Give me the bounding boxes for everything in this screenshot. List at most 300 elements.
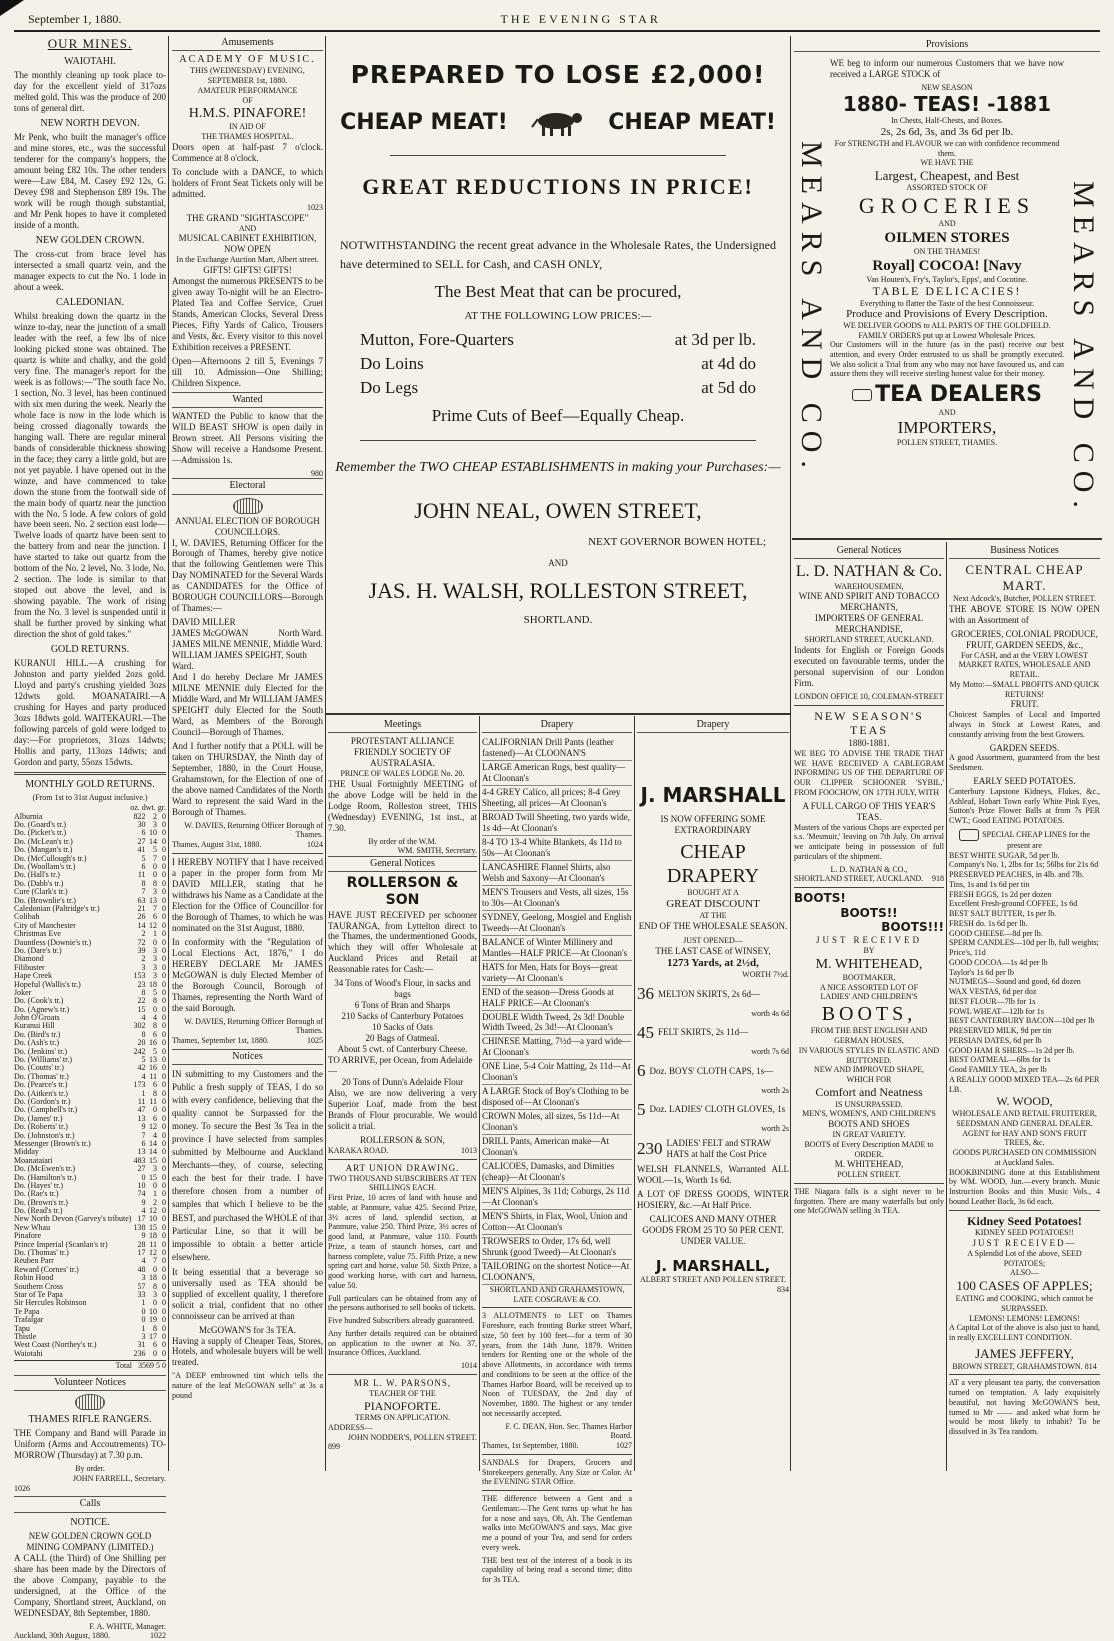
notice-by: By order of the W.M. (368, 836, 437, 846)
volunteer-title: Volunteer Notices (14, 1375, 166, 1391)
gr: 0 (162, 987, 166, 997)
dwt: 13 (149, 1055, 158, 1065)
gr: 0 (162, 828, 166, 838)
notice-sign: JOHN FARRELL, Secretary. (72, 1473, 166, 1483)
marshall-discount: GREAT DISCOUNT (666, 898, 760, 911)
mine-name: Midday (14, 1147, 39, 1157)
mine-name: John O'Groats (14, 1013, 60, 1023)
boots-2: BOOTS!! (840, 905, 898, 920)
dwt: 0 (153, 870, 158, 880)
family-text: FAMILY ORDERS put up at Lowest Wholesale Prices. (858, 330, 1036, 340)
cheap-meat-left: CHEAP MEAT! (340, 109, 508, 135)
notice-foot (172, 840, 323, 850)
meat-rule (326, 713, 790, 715)
notice-text: WE beg to inform our numerous Customers that we have now received a LARGE STOCK of (830, 58, 1064, 79)
list-item: Taylor's 1s 6d per lb (949, 967, 1014, 977)
divider (949, 1210, 1100, 1211)
gr: 0 (162, 1206, 166, 1216)
line-qty: 230 (637, 1138, 663, 1158)
list-item: FOWL WHEAT—12lb for 1s (949, 1006, 1044, 1016)
gr: 0 (162, 1013, 166, 1023)
oz: 4 (141, 1206, 146, 1216)
gr: 0 (162, 1248, 166, 1258)
mine-name: Do. (Dabb's tr.) (14, 878, 64, 888)
deliver-text: WE DELIVER GOODS to ALL PARTS OF THE GOLDFIELD. (843, 321, 1051, 331)
gr: 0 (162, 1113, 166, 1123)
notice-text: A CALL (the Third) of One Shilling per share has been made by the Directors of the above Company, payable to the undersigned, at the Office of the Company, Shortland street, Auckland, on WEDNESDAY, 8th September, 1880. (14, 1552, 166, 1618)
list-item: Company's No. 1, 2lbs for 1s; 56lbs for 21s 6d (949, 860, 1099, 870)
line-qty: 5 (637, 1099, 646, 1119)
list-item: MEN'S Trousers and Vests, all sizes, 15s to 30s—At Cloonan's (482, 886, 632, 911)
foot-text: SHORTLAND STREET, AUCKLAND. (794, 874, 924, 884)
dwt: 18 (149, 979, 158, 989)
gr: 0 (162, 1239, 166, 1249)
dwt: 3 (153, 954, 158, 964)
section-heading: GOLD RETURNS. (50, 644, 130, 656)
largest-text: Largest, Cheapest, and Best (874, 167, 1020, 183)
gr: 0 (162, 1038, 166, 1048)
list-item (637, 1100, 789, 1121)
gr: 0 (162, 820, 166, 830)
list-item: TAILORING on the shortest Notice—At CLOONAN'S, (482, 1260, 632, 1285)
list-item: A LARGE Stock of Boy's Clothing to be disposed of—At Cloonan's (482, 1085, 632, 1110)
marshall-end: END OF THE WHOLESALE SEASON. (638, 921, 788, 932)
mine-name: Trafalgar (14, 1315, 44, 1325)
notice-num: 1024 (307, 840, 323, 850)
nathan-ware: WAREHOUSEMEN, (834, 581, 904, 591)
boots-3: BOOTS!!! (881, 920, 944, 935)
dwt: 14 (149, 1138, 158, 1148)
produce-text: Produce and Provisions of Every Description. (846, 308, 1048, 321)
foot-text: Thames, September 1st, 1880. (172, 1036, 269, 1046)
seeds-head: GARDEN SEEDS. (989, 742, 1060, 753)
wood-text: WHOLESALE AND RETAIL FRUITERER, SEEDSMAN AND GENERAL DEALER. (952, 1109, 1097, 1128)
list-item (637, 1061, 789, 1082)
dwt: 3 (153, 820, 158, 830)
rollerson-items (328, 978, 477, 1055)
dwt: 12 (149, 920, 158, 930)
notice-sign: W. DAVIES, Returning Officer Borough of Thames. (184, 820, 323, 840)
ward: North Ward. (278, 628, 323, 639)
variety-text: IN GREAT VARIETY. (832, 1130, 906, 1140)
mine-name: Filibuster (14, 962, 45, 972)
dwt: 10 (149, 1214, 158, 1224)
line-qty: 6 (637, 1061, 646, 1081)
dwt: 12 (149, 1206, 158, 1216)
list-item: 8-4 TO 13-4 White Blankets, 4s 11d to 50s—At Cloonan's (482, 836, 632, 861)
mine-name: Do. (Goard's tr.) (14, 820, 67, 830)
which-text: WHICH FOR (846, 1075, 892, 1085)
dwt: 16 (149, 1063, 158, 1073)
notice-text: BOOKBINDING done at this Establishment by WM. WOOD, Jun.—every branch. Music Instruction Books and thin Music Vols., 4 bound Leather Back, 3s 6d each. (949, 1167, 1100, 1206)
notice-sign: F. C. DEAN, Hon. Sec. Thames Harbor Board. (505, 1421, 632, 1441)
provisions-addr: POLLEN STREET, THAMES. (896, 438, 998, 448)
article-text: Whilst breaking down the quartz in the winze to-day, near the junction of a small leader with the reef, a few lbs of nice looking picked stone was obtained. The quartz is white and chalky, and the gold very fine. The manager's report for the week is as follows:—"The south face No. 1 section, No. 3 level, has been continued with six men during the week. Nearly the whole face is now in the lode which is being crossed diagonally towards the hanging wall. There are regular mineral bands of considerable thickness showing in the face; they carry a little gold, but are not yet payable. I have opened out in the winze, and have commenced to take down the stone from the footwall side of the main body of quartz near the junction with the No. 5 lode. A few colors of gold have been seen. No. 2 section east lode—Twelve loads of quartz have been sent to the battery from and near the junction. I have started to take out quartz from the bottom of the No. 2 level, No. 3 lode, No. 2 section. The lode is similar to that stoped out above the level, and is showing payable. The work of rising from the No. 3 level is suspended until it shall be further proved by sinking what direction the shot of gold takes." (14, 311, 166, 640)
oz: 47 (137, 1105, 146, 1115)
line-worth: worth 2s (761, 1124, 789, 1134)
gr: 0 (162, 1298, 166, 1308)
mcgowan-tea: McGOWAN'S for 3s TEA. (199, 1324, 296, 1335)
gr: 0 (162, 904, 166, 913)
mine-name: New Whau (14, 1222, 51, 1232)
price-value: at 3d per lb. (674, 330, 756, 350)
mine-name: Do. (Ash's tr.) (14, 1038, 59, 1048)
list-item (637, 1023, 789, 1044)
list-item: BEST WHITE SUGAR, 5d per lb. (949, 850, 1060, 860)
list-item: CALIFORNIAN Drill Pants (leather fastened)—At CLOONAN'S (482, 736, 632, 761)
lemons-text: LEMONS! LEMONS! LEMONS! (969, 1313, 1080, 1323)
list-item: GOOD HAM R SHERS—1s 2d per lb. (949, 1045, 1075, 1055)
mine-name: Do. (Agnew's tr.) (14, 1004, 70, 1014)
gr: 0 (162, 1180, 166, 1190)
drapery-title: Drapery (482, 718, 632, 733)
list-item: 10 Sacks of Oats (372, 1022, 433, 1033)
notice-num: 1022 (150, 1631, 166, 1641)
business-title: Business Notices (949, 544, 1100, 559)
mine-name: Do. (Thomas' tr.) (14, 1071, 69, 1081)
notice-foot (794, 874, 944, 884)
gr: 0 (162, 1021, 166, 1031)
section-heading: ANNUAL ELECTION OF BOROUGH COUNCILLORS. (175, 515, 320, 537)
price-item: Do Legs (360, 378, 419, 398)
list-item: LARGE American Rugs, best quality—At Cloonan's (482, 761, 632, 786)
provisions-ad (794, 38, 1100, 536)
column-meetings (328, 718, 477, 1471)
gr: 0 (162, 912, 166, 922)
gr: 0 (162, 887, 166, 897)
ad-at: AT THE FOLLOWING LOW PRICES:— (464, 310, 652, 323)
section-heading: THAMES RIFLE RANGERS. (28, 1414, 152, 1426)
notice-text: Full particulars can be obtained from any of the persons authorised to sell books of tickets. (328, 1293, 477, 1313)
notice-num: 1013 (461, 1145, 477, 1155)
notice-text: THE Niagara falls is a sight never to be forgotten. There are many waterfalls but only one McGOWAN selling 3s TEA. (794, 1186, 944, 1216)
dwt: 16 (149, 1038, 158, 1048)
gr: 0 (162, 845, 166, 855)
list-item: 6 Tons of Bran and Sharps (354, 1000, 451, 1011)
foot-text: Auckland, 30th August, 1880. (14, 1631, 110, 1641)
marshall-worth: WORTH 7½d. (742, 970, 789, 980)
gr: 0 (162, 1189, 166, 1199)
quote-text: "A DEEP embrowned tint which tells the nature of the leaf McGOWAN sells" at 3s a pound (172, 1371, 323, 1400)
oz: 14 (137, 920, 146, 930)
list-item: Excellent Fresh-ground COFFEE, 1s 6d (949, 899, 1078, 909)
nathan-imp: IMPORTERS OF GENERAL MERCHANDISE, (815, 613, 923, 635)
dwt: 2 (153, 811, 158, 821)
gr: 0 (162, 962, 166, 972)
notice-text: WANTED the Public to know that the WILD BEAST SHOW is open daily in Brown street. All Persons visiting the Show will receive a Handsome Present.—Admission 1s. (172, 410, 323, 465)
wood-name: W. WOOD, (996, 1094, 1053, 1109)
gr: 0 (162, 1340, 166, 1350)
mens-text: MEN'S, WOMEN'S, AND CHILDREN'S (802, 1109, 936, 1119)
marshall-addr: ALBERT STREET AND POLLEN STREET. (640, 1275, 786, 1284)
dwt: 0 (153, 862, 158, 872)
jeffery-name: JAMES JEFFERY, (975, 1345, 1074, 1361)
gr: 0 (162, 870, 166, 880)
mart-next: Next Adcock's, Butcher, POLLEN STREET. (953, 593, 1096, 603)
gr: 0 (162, 945, 166, 955)
oz: 138 (133, 1222, 146, 1232)
kidney-head: Kidney Seed Potatoes! (967, 1213, 1082, 1228)
ad-subheadline: GREAT REDUCTIONS IN PRICE! (362, 174, 754, 199)
marshall-bought: BOUGHT AT A (687, 888, 739, 898)
notice-text: WELSH FLANNELS, Warranted ALL WOOL—1s, Worth 1s 6d. (637, 1163, 789, 1185)
section-heading: ART UNION DRAWING. (345, 1162, 460, 1173)
notice-text: Musters of the various Chops are expected per s.s. 'Mesmuir,' leaving on 7th July. On arrival we anticipate being in possession of full particulars of the shipment. (794, 822, 944, 861)
list-item: 4-4 GREY Calico, all prices; 8-4 Grey Sheeting, all prices—At Cloonan's (482, 786, 632, 811)
divider (172, 853, 323, 854)
dwt: 3 (153, 971, 158, 981)
gr: 0 (162, 1071, 166, 1081)
gr: 0 (162, 1323, 166, 1333)
list-item: WAX VESTAS, 6d per doz (949, 987, 1037, 997)
gr: 0 (162, 1281, 166, 1291)
line-qty: 36 (637, 984, 654, 1004)
gr: 0 (162, 1046, 166, 1056)
marshall-is: IS NOW OFFERING SOME EXTRAORDINARY (660, 813, 766, 835)
list-item: FRESH do. 1s 6d per lb. (949, 918, 1028, 928)
pot-head: EARLY SEED POTATOES. (973, 775, 1076, 786)
dwt: 0 (153, 1264, 158, 1274)
section-heading: MUSICAL CABINET EXHIBITION, (178, 233, 317, 244)
dwt: 1 (153, 929, 158, 939)
apples-text: 100 CASES OF APPLES; (956, 1278, 1093, 1294)
notice-num: 834 (777, 1284, 789, 1294)
list-item: MEN'S Alpines, 3s 11d; Coburgs, 2s 11d—At Cloonan's (482, 1185, 632, 1210)
chests-text: In Chests, Half-Chests, and Boxes. (891, 116, 1003, 126)
list-item: HATS for Men, Hats for Boys—great variety—At Cloonan's (482, 961, 632, 986)
split-text: A Splendid Lot of the above, SEED POTATOES; (967, 1248, 1082, 1268)
list-item: PRESERVED PEACHES, in 4lb. and 7lb. Tins, 1s and 1s 6d per tin (949, 870, 1084, 889)
marshall-at: AT THE (699, 911, 727, 921)
notice-text: Canterbury Lapstone Kidneys, Flukes, &c., Ashleaf, Hobart Town early White Pink Eyes, Sutton's Prize Flower Balls at from 7s PER CWT.; Good EATING POTATOES. (949, 786, 1100, 826)
list-item: BEST OATMEAL—6lbs for 1s (949, 1055, 1051, 1065)
shop-1: JOHN NEAL, OWEN STREET, (414, 497, 702, 523)
just-received: JUST RECEIVED (815, 934, 923, 945)
mine-name: Joker (14, 987, 32, 997)
section-heading: NEW NORTH DEVON. (40, 117, 140, 129)
mine-name: Caledonian (Paltridge's tr.) (14, 904, 100, 913)
dwt: 3 (153, 887, 158, 897)
list-item: 34 Tons of Wood's Flour, in sacks and bags (334, 978, 471, 1000)
mine-name: Tapu (14, 1323, 30, 1333)
candidate: JAMES McGOWAN (172, 628, 249, 639)
dwt: 15 (149, 1222, 158, 1232)
notice-sign: ROLLERSON & SON, (360, 1134, 445, 1145)
notice-num: 1023 (307, 202, 323, 212)
list-item: ONE Line, 5-4 Coir Matting, 2s 11d—At Cloonan's (482, 1060, 632, 1085)
gr: 0 (162, 853, 166, 863)
comfort-text: Comfort and Neatness (815, 1084, 923, 1099)
notice-text: I, W. DAVIES, Returning Officer for the Borough of Thames, hereby give notice that the following Gentlemen were This Day NOMINATED for the Several Wards as CANDIDATES for the Office of BOROUGH COUNCILLORS—Borough of Thames:— (172, 537, 323, 614)
dwt: 8 (153, 996, 158, 1006)
notice-num: 1025 (307, 1036, 323, 1046)
notice-text: HAVE JUST RECEIVED per schooner TAURANGA, from Lyttelton direct to the Thames, the undermentioned Goods, which they will offer Wholesale at Auckland Prices and Retail at Reasonable rates for Cash:— (328, 909, 477, 975)
list-item: NUTMEGS—Sound and good, 6d dozen (949, 977, 1081, 987)
dwt: 5 (153, 845, 158, 855)
price-value: at 4d do (701, 354, 756, 374)
oz: 3 (141, 1331, 146, 1341)
mine-name: Do. (Dare's tr.) (14, 945, 62, 955)
oz: 15 (137, 1004, 146, 1014)
header-paper: THE EVENING STAR (500, 12, 661, 26)
column-notices (172, 36, 323, 1471)
dwt: 5 (153, 1046, 158, 1056)
provisions-rule (792, 538, 1102, 540)
mine-name: Cure (Clark's tr.) (14, 887, 68, 897)
notice-text: THE Company and Band will Parade in Uniform (Arms and Accoutrements) TO-MORROW (Thursday) at 7.30 p.m. (14, 1428, 166, 1461)
list-item: SYDNEY, Geelong, Mosgiel and English Tweeds—At Cloonan's (482, 911, 632, 936)
section-heading: NEW GOLDEN CROWN. (35, 234, 145, 246)
groc-text: GROCERIES, COLONIAL PRODUCE, FRUIT, GARDEN SEEDS, &c., (951, 628, 1098, 650)
provisions-body (830, 58, 1064, 448)
corner-mark (0, 0, 24, 16)
gr: 0 (162, 996, 166, 1006)
event-aid: IN AID OF (229, 122, 266, 132)
line-text: Doz. BOYS' CLOTH CAPS, 1s— (649, 1065, 774, 1076)
candidate: WILLIAM JAMES SPEIGHT, South Ward. (172, 650, 307, 672)
oz: 153 (133, 971, 146, 981)
dwt: 13 (149, 895, 158, 905)
notice-text: Indents for English or Foreign Goods executed on favourable terms, under the personal supervision of our London Firm. (794, 645, 944, 688)
mine-name: Do. (Coutts' tr.) (14, 1063, 64, 1073)
crest-icon (233, 498, 263, 514)
importers-text: IMPORTERS, (897, 417, 997, 437)
oz: 6 (141, 1138, 146, 1148)
divider (794, 887, 944, 888)
from-text: FROM THE BEST ENGLISH AND GERMAN HOUSES, (810, 1026, 928, 1046)
dwt: 3 (153, 962, 158, 972)
list-item: 210 Sacks of Canterbury Potatoes (341, 1011, 464, 1022)
drapery-items (482, 736, 632, 1285)
mine-name: Messenger (Brown's tr.) (14, 1138, 91, 1148)
amusements-title: Amusements (172, 36, 323, 51)
list-item: CALICOES, Damasks, and Dimities (cheap)—At Cloonan's (482, 1160, 632, 1185)
nathan-wine: WINE AND SPIRIT AND TOBACCO MERCHANTS, (798, 591, 940, 613)
event-of: OF (242, 95, 253, 105)
notice-text: Amongst the numerous PRESENTS to be given away To-night will be an Electro-Plated Tea and Coffee Service, Cruet Stands, American Clocks, Several Dress Pieces, Fifty Yards of Calico, Trousers and Vests, &c. Every visitor to this novel Exhibition receives a PRESENT. (172, 275, 323, 352)
notice-text: Our Customers will in the future (as in the past) receive our best attention, and every Order entrusted to us shall be promptly executed. We also solicit a Trial from any who may not have favoured us, and can assure them they will receive sterling honest value for their money. (830, 340, 1064, 379)
dwt: 14 (149, 836, 158, 846)
list-item: About 5 cwt. of Canterbury Cheese. (337, 1044, 468, 1055)
gr: 0 (162, 979, 166, 989)
dwt: 11 (149, 1096, 158, 1106)
gr: 0 (162, 937, 166, 947)
mine-name: Prince Imperial (Scanlan's tr) (14, 1239, 108, 1249)
price-row (360, 354, 756, 374)
list-item: GOOD CHEESE—8d per lb. (949, 928, 1043, 938)
teas-year: 1880-1881. (848, 737, 890, 748)
mine-name: Colibah (14, 912, 40, 922)
cheap-meat-right: CHEAP MEAT! (608, 109, 776, 135)
price-item: Mutton, Fore-Quarters (360, 330, 514, 350)
section-heading: WAIOTAHI. (64, 55, 116, 67)
gr: 0 (162, 1088, 166, 1098)
mine-name: Do. (Cook's tr.) (14, 996, 64, 1006)
gr: 0 (162, 1197, 166, 1207)
mine-name: Alburnia (14, 811, 43, 821)
section-heading: NOTICE. (70, 1516, 110, 1528)
list-item: TROWSERS to Order, 17s 6d, well Shrunk (good Tweed)—At Cloonan's (482, 1235, 632, 1260)
oz: 28 (137, 1239, 146, 1249)
dwt: 6 (153, 1029, 158, 1039)
by-text: BY (863, 945, 875, 955)
open-text: NOW OPEN (223, 244, 272, 255)
list-item: MEN'S Shirts, in Flax, Wool, Union and Cotton—At Cloonan's (482, 1210, 632, 1235)
oz: 9 (141, 1231, 146, 1241)
nathan-addr: SHORTLAND STREET, AUCKLAND. (804, 635, 934, 645)
ad-remember: Remember the TWO CHEAP ESTABLISHMENTS in making your Purchases:— (335, 460, 781, 476)
boots-shoes: BOOTS AND SHOES (828, 1119, 910, 1130)
gr: 0 (162, 811, 166, 821)
meetings-title: Meetings (328, 718, 477, 733)
oz: 3 (141, 1273, 146, 1283)
oz: 39 (137, 945, 146, 955)
event-hospital: THE THAMES HOSPITAL. (201, 132, 294, 142)
section-heading: MR L. W. PARSONS, (353, 1377, 452, 1388)
candidate-block (172, 617, 323, 672)
oz: 8 (141, 878, 146, 888)
gr: 0 (162, 1289, 166, 1299)
divider (482, 1490, 632, 1491)
motto-text: My Motto:—SMALL PROFITS AND QUICK RETURNS! (949, 679, 1100, 699)
marshall-opened: JUST OPENED— (683, 936, 743, 946)
fruit-head: FRUIT. (1010, 699, 1039, 710)
special-text: SPECIAL CHEAP LINES for the present are (982, 829, 1090, 850)
mine-name: Do. (Rae's tr.) (14, 1189, 59, 1199)
mine-name: Do. (Bird's tr.) (14, 1029, 61, 1039)
and-text: AND (238, 223, 257, 233)
oz: 31 (137, 1340, 146, 1350)
mine-name: Southern Cross (14, 1281, 64, 1291)
notice-text: Having a supply of Cheaper Teas, Stores, Hotels, and wholesale buyers will be well treated. (172, 1335, 323, 1368)
mine-name: Do. (Picket's tr.) (14, 828, 67, 838)
mine-name: Waiotahi (14, 1348, 43, 1358)
column-divider (790, 36, 791, 1471)
ad-headline: PREPARED TO LOSE £2,000! (350, 60, 766, 89)
company-name: NEW GOLDEN CROWN GOLD MINING COMPANY (LIMITED.) (26, 1530, 154, 1552)
lodge-text: PRINCE OF WALES LODGE No. 20. (340, 769, 465, 779)
have-text: WE HAVE THE (920, 158, 974, 168)
gr: 0 (162, 1164, 166, 1174)
gr: 0 (162, 862, 166, 872)
divider (328, 1374, 477, 1375)
piano-text: PIANOFORTE. (364, 1398, 441, 1413)
oz: 8 (141, 1029, 146, 1039)
oz: 13 (137, 1147, 146, 1157)
goods-text: GOODS PURCHASED ON COMMISSION at Auckland Sales. (952, 1148, 1097, 1167)
and-text: AND (548, 557, 568, 568)
notice-text: CALICOES AND MANY OTHER GOODS FROM 25 TO 50 PER CENT. UNDER VALUE. (642, 1213, 784, 1246)
teas-headline: 1880- TEAS! -1881 (842, 92, 1052, 117)
dwt: 2 (153, 1197, 158, 1207)
also-text: ALSO— (1010, 1268, 1039, 1278)
mine-name: Dauntless (Downie's tr.) (14, 937, 92, 947)
mine-name: Sir Hercules Robinson (14, 1298, 87, 1308)
oz: 236 (133, 1348, 146, 1358)
dwt: 4 (153, 1130, 158, 1140)
list-item: SPERM CANDLES—10d per lb, full weights; Price's, 11d (949, 938, 1099, 958)
van-text: Van Houten's, Fry's, Taylor's, Epps', and Cocotine. (866, 274, 1028, 284)
oz: 2 (141, 929, 146, 939)
returns-total (14, 1360, 166, 1371)
special-row (949, 829, 1100, 851)
header-rule (14, 30, 1100, 32)
notice-text: Five hundred Subscribers already guaranteed. (328, 1316, 475, 1326)
cocoa-headline: Royal] COCOA! [Navy (872, 257, 1022, 274)
dwt: 0 (153, 1180, 158, 1190)
notice-foot (328, 1146, 477, 1156)
event-perf: AMATEUR PERFORMANCE (197, 85, 298, 95)
